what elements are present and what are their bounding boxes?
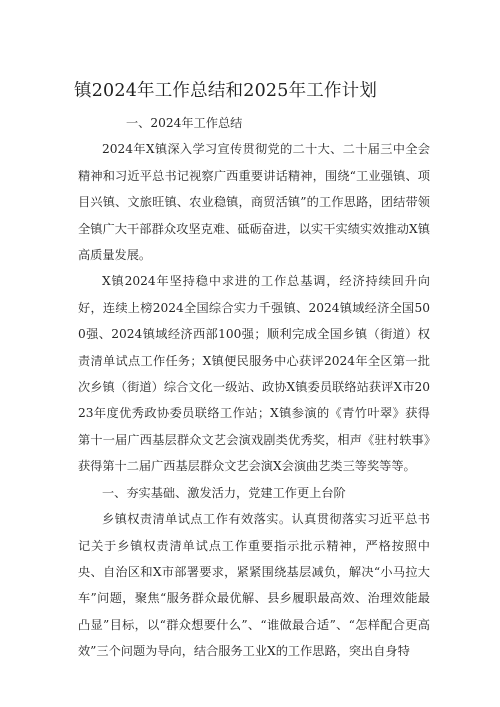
paragraph-summary-intro: 2024年X镇深入学习宣传贯彻党的二十大、二十届三中全会精神和习近平总书记视察广西重要讲话精神，围绕“工业强镇、项目兴镇、文旅旺镇、农业稳镇，商贸活镇”的工作思路，团结带领全镇广大干部群众攻坚克难、砥砺奋进，以实干实绩实效推动X镇高质量发展。 xyxy=(78,142,430,263)
paragraph-achievements: X镇2024年坚持稳中求进的工作总基调，经济持续回升向好，连续上榜2024全国综合实力千强镇、2024镇域经济全国500强、2024镇域经济西部100强；顺利完成全国乡镇（街道）权责清单试点工作任务；X镇便民服务中心获评2024年全区第一批次乡镇（街道）综合文化一级站、政协X镇委员联络站获评X市2023年度优秀政协委员联络工作站；X镇参演的《青竹叶翠》获得第十一届广西基层群众文艺会演戏剧类优秀奖，相声《驻村轶事》获得第十二届广西基层群众文艺会演X会演曲艺类三等奖等等。 xyxy=(78,274,430,474)
document-body xyxy=(78,110,430,665)
subsection-heading: 一、夯实基础、激发活力，党建工作更上台阶 xyxy=(102,485,346,500)
paragraph-responsibility-list: 乡镇权责清单试点工作有效落实。认真贯彻落实习近平总书记关于乡镇权责清单试点工作重要指示批示精神，严格按照中央、自治区和X市部署要求，紧紧围绕基层减负，解决“小马拉大车”问题，聚焦“服务群众最优解、县乡履职最高效、治理效能最凸显”目标，以“群众想要什么”、“谁做最合适”、“怎样配合更高效”三个问题为导向，结合服务工业X的工作思路，突出自身特 xyxy=(78,512,430,659)
section-heading: 一、2024年工作总结 xyxy=(126,116,243,130)
document-title: 镇2024年工作总结和2025年工作计划 xyxy=(74,81,378,101)
